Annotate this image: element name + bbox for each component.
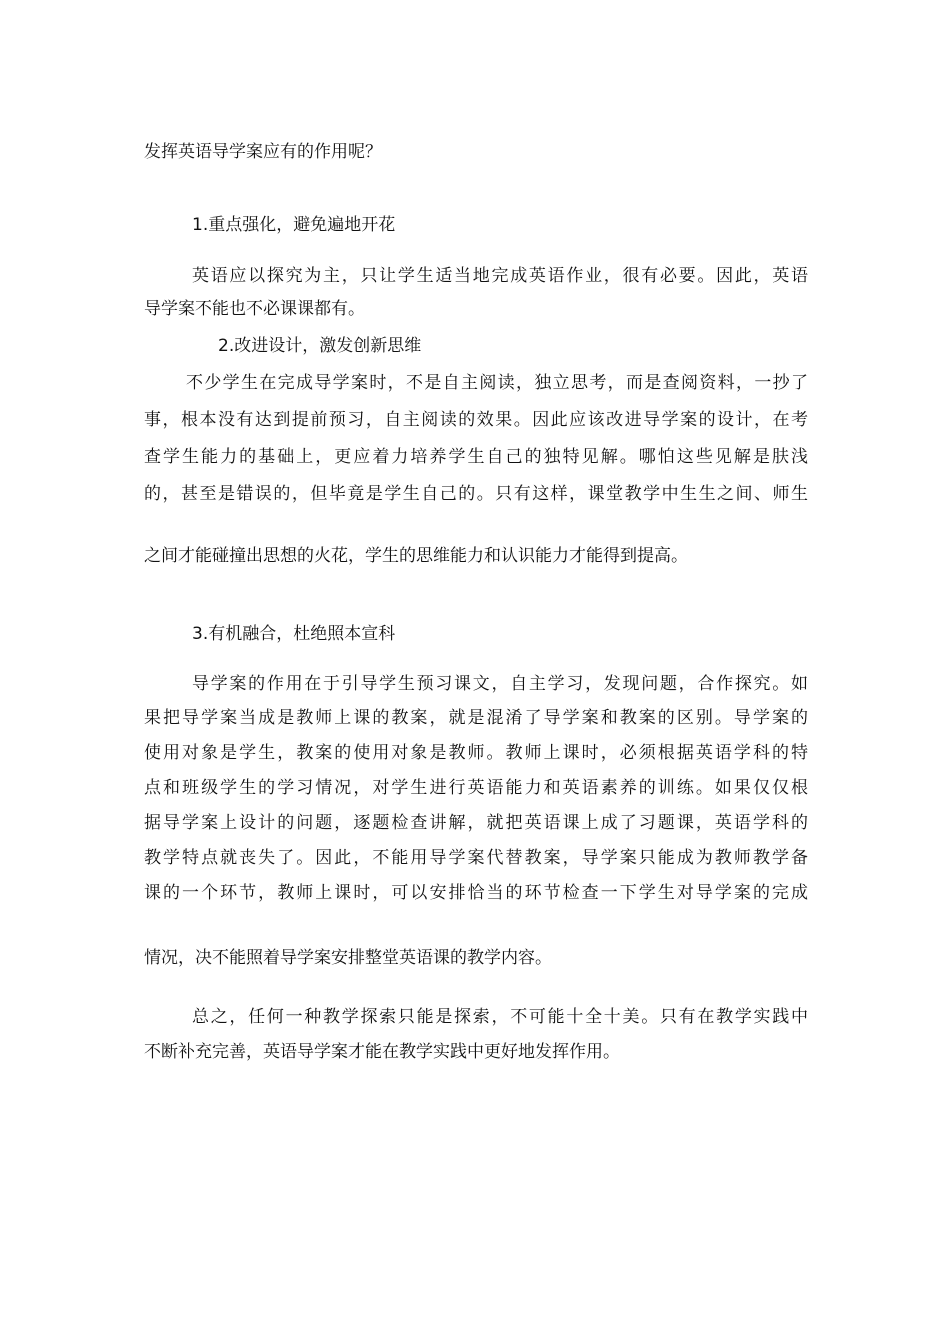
section2-line-2: 事，根本没有达到提前预习，自主阅读的效果。因此应该改进导学案的设计，在考: [144, 410, 808, 430]
section3-line-7: 课的一个环节，教师上课时，可以安排恰当的环节检查一下学生对导学案的完成: [144, 883, 808, 903]
section3-line-4: 点和班级学生的学习情况，对学生进行英语能力和英语素养的训练。如果仅仅根: [144, 778, 808, 798]
section1-line-1: 英语应以探究为主，只让学生适当地完成英语作业，很有必要。因此，英语: [192, 266, 808, 286]
section3-line-6: 教学特点就丧失了。因此，不能用导学案代替教案，导学案只能成为教师教学备: [144, 848, 808, 868]
section1-heading: 1.重点强化，避免遍地开花: [192, 215, 396, 235]
intro-line: 发挥英语导学案应有的作用呢？: [144, 142, 382, 162]
section3-line-2: 果把导学案当成是教师上课的教案，就是混淆了导学案和教案的区别。导学案的: [144, 708, 808, 728]
section3-line-1: 导学案的作用在于引导学生预习课文，自主学习，发现问题，合作探究。如: [192, 674, 808, 694]
section2-line-5: 之间才能碰撞出思想的火花，学生的思维能力和认识能力才能得到提高。: [144, 546, 688, 566]
section2-line-4: 的，甚至是错误的，但毕竟是学生自己的。只有这样，课堂教学中生生之间、师生: [144, 484, 808, 504]
conclusion-line-1: 总之，任何一种教学探索只能是探索，不可能十全十美。只有在教学实践中: [192, 1007, 808, 1027]
section3-line-3: 使用对象是学生，教案的使用对象是教师。教师上课时，必须根据英语学科的特: [144, 743, 808, 763]
section2-line-3: 查学生能力的基础上，更应着力培养学生自己的独特见解。哪怕这些见解是肤浅: [144, 447, 808, 467]
section3-line-8: 情况，决不能照着导学案安排整堂英语课的教学内容。: [144, 948, 552, 968]
section3-line-5: 据导学案上设计的问题，逐题检查讲解，就把英语课上成了习题课，英语学科的: [144, 813, 808, 833]
section2-heading: 2.改进设计，激发创新思维: [218, 336, 422, 356]
conclusion-line-2: 不断补充完善，英语导学案才能在教学实践中更好地发挥作用。: [144, 1042, 620, 1062]
section2-line-1: 不少学生在完成导学案时，不是自主阅读，独立思考，而是查阅资料，一抄了: [186, 373, 808, 393]
section3-heading: 3.有机融合，杜绝照本宣科: [192, 624, 396, 644]
section1-line-2: 导学案不能也不必课课都有。: [144, 299, 365, 319]
